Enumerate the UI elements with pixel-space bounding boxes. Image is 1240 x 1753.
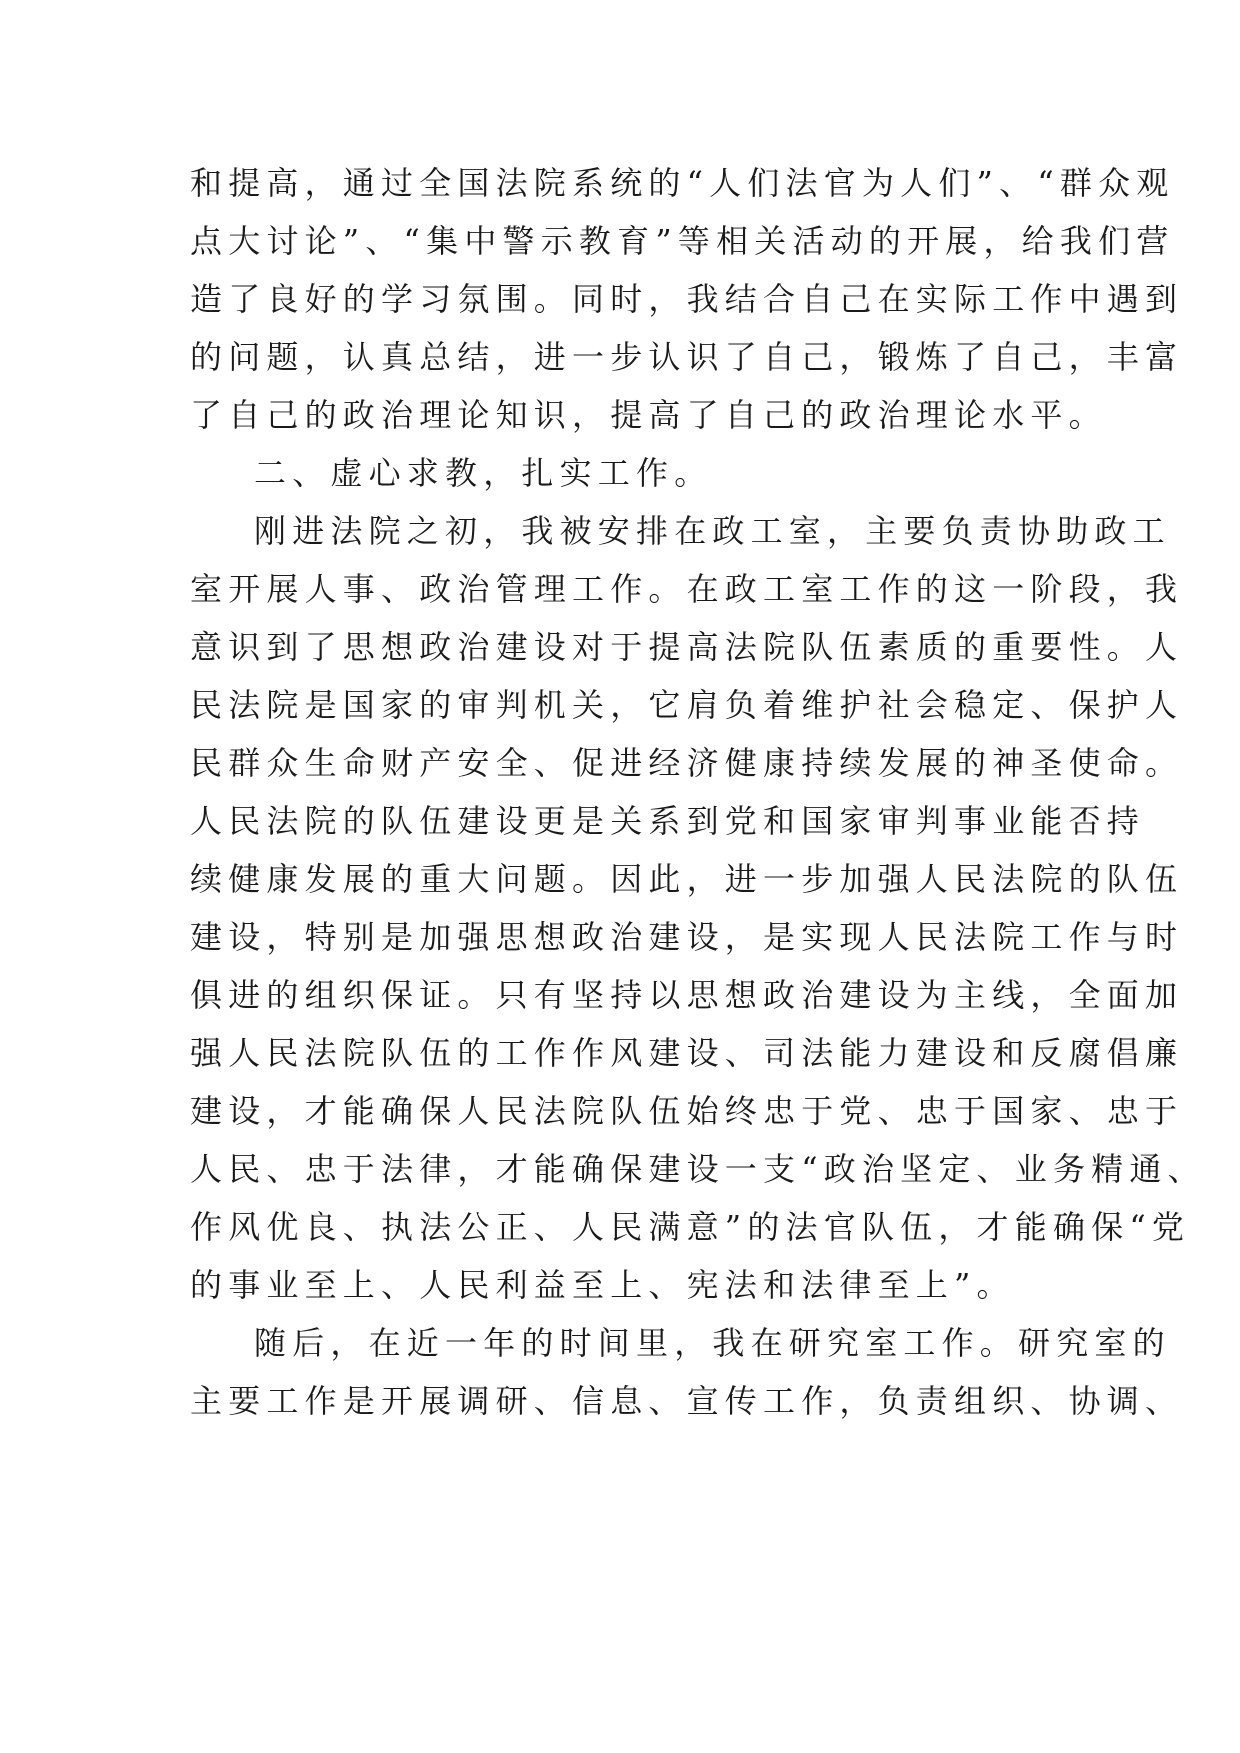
- document-body: [190, 154, 1206, 1430]
- text-line: 的事业至上、人民利益至上、宪法和法律至上”。: [190, 1266, 1015, 1304]
- text-line: 民群众生命财产安全、促进经济健康持续发展的神圣使命。: [190, 744, 1184, 782]
- text-line: 主要工作是开展调研、信息、宣传工作，负责组织、协调、: [190, 1382, 1184, 1420]
- text-line: 造了良好的学习氛围。同时，我结合自己在实际工作中遇到: [190, 280, 1184, 318]
- text-line: 作风优良、执法公正、人民满意”的法官队伍，才能确保“党: [190, 1208, 1191, 1246]
- text-line: 的问题，认真总结，进一步认识了自己，锻炼了自己，丰富: [190, 338, 1184, 376]
- text-line: 和提高，通过全国法院系统的“人们法官为人们”、“群众观: [190, 164, 1175, 202]
- section-heading: 二、虚心求教，扎实工作。: [254, 454, 713, 492]
- text-line: 民法院是国家的审判机关，它肩负着维护社会稳定、保护人: [190, 686, 1184, 724]
- text-line: 意识到了思想政治建设对于提高法院队伍素质的重要性。人: [190, 628, 1184, 666]
- text-line: 人民、忠于法律，才能确保建设一支“政治坚定、业务精通、: [190, 1150, 1206, 1188]
- text-line: 建设，特别是加强思想政治建设，是实现人民法院工作与时: [190, 918, 1184, 956]
- text-line: 俱进的组织保证。只有坚持以思想政治建设为主线，全面加: [190, 976, 1184, 1014]
- text-line: 点大讨论”、“集中警示教育”等相关活动的开展，给我们营: [190, 222, 1175, 260]
- text-line: 强人民法院队伍的工作作风建设、司法能力建设和反腐倡廉: [190, 1034, 1184, 1072]
- text-line: 刚进法院之初，我被安排在政工室，主要负责协助政工: [254, 512, 1171, 550]
- text-line: 随后，在近一年的时间里，我在研究室工作。研究室的: [254, 1324, 1171, 1362]
- text-line: 人民法院的队伍建设更是关系到党和国家审判事业能否持: [190, 802, 1146, 840]
- text-line: 建设，才能确保人民法院队伍始终忠于党、忠于国家、忠于: [190, 1092, 1184, 1130]
- text-line: 室开展人事、政治管理工作。在政工室工作的这一阶段，我: [190, 570, 1184, 608]
- text-line: 了自己的政治理论知识，提高了自己的政治理论水平。: [190, 396, 1107, 434]
- text-line: 续健康发展的重大问题。因此，进一步加强人民法院的队伍: [190, 860, 1184, 898]
